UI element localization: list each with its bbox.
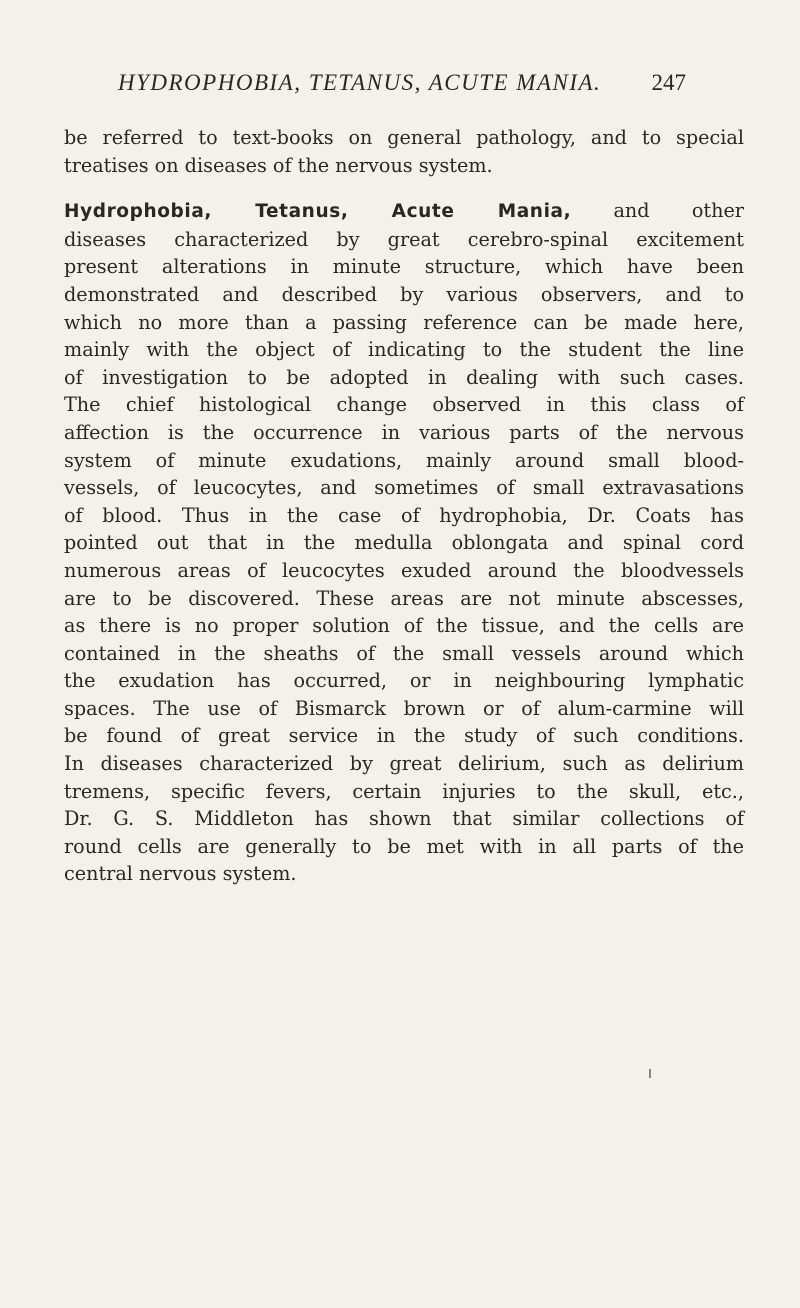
text-line: mainly with the object of indicating to the student the line xyxy=(64,338,744,362)
text-line: as there is no proper solution of the tissue, and the cells are xyxy=(64,614,744,638)
text-line: round cells are generally to be met with in all parts of the xyxy=(64,834,744,858)
text-line: diseases characterized by great cerebro-spinal excitement xyxy=(64,227,744,251)
text-line: be referred to text-books on general pathology, and to special xyxy=(64,126,744,149)
text-run: and other xyxy=(571,199,744,223)
page-number: 247 xyxy=(651,70,686,95)
text-line: system of minute exudations, mainly around small blood- xyxy=(64,448,744,472)
text-line: Dr. G. S. Middleton has shown that similar collections of xyxy=(64,807,744,831)
text-line: affection is the occurrence in various parts of the nervous xyxy=(64,420,744,444)
section-lead-in: Hydrophobia, Tetanus, Acute Mania, xyxy=(64,201,572,223)
body-text xyxy=(64,124,744,888)
text-line: of blood. Thus in the case of hydrophobia, Dr. Coats has xyxy=(64,503,744,527)
text-line: The chief histological change observed in this class of xyxy=(64,393,744,417)
print-speck xyxy=(649,1069,651,1078)
text-line: present alterations in minute structure, which have been xyxy=(64,255,744,279)
running-head xyxy=(118,70,686,104)
text-line: pointed out that in the medulla oblongata and spinal cord xyxy=(64,531,744,555)
text-line: are to be discovered. These areas are not minute abscesses, xyxy=(64,586,744,610)
text-line: of investigation to be adopted in dealing with such cases. xyxy=(64,365,744,389)
text-line: vessels, of leucocytes, and sometimes of small extravasations xyxy=(64,476,744,500)
text-line: numerous areas of leucocytes exuded around the bloodvessels xyxy=(64,558,744,582)
text-line: contained in the sheaths of the small vessels around which xyxy=(64,641,744,665)
text-line: the exudation has occurred, or in neighbouring lymphatic xyxy=(64,669,744,693)
running-head-title: HYDROPHOBIA, TETANUS, ACUTE MANIA. xyxy=(118,70,602,95)
text-line: demonstrated and described by various observers, and to xyxy=(64,282,744,306)
text-line: which no more than a passing reference can be made here, xyxy=(64,310,744,334)
text-line: central nervous system. xyxy=(64,862,297,886)
paragraph-2 xyxy=(64,197,744,888)
text-line: treatises on diseases of the nervous system. xyxy=(64,153,493,177)
text-line: tremens, specific fevers, certain injuries to the skull, etc., xyxy=(64,779,744,803)
paragraph-1 xyxy=(64,124,744,179)
text-line xyxy=(64,197,744,226)
text-line: spaces. The use of Bismarck brown or of alum-carmine will xyxy=(64,696,744,720)
text-line: be found of great service in the study of such conditions. xyxy=(64,724,744,748)
text-line: In diseases characterized by great delirium, such as delirium xyxy=(64,752,744,776)
